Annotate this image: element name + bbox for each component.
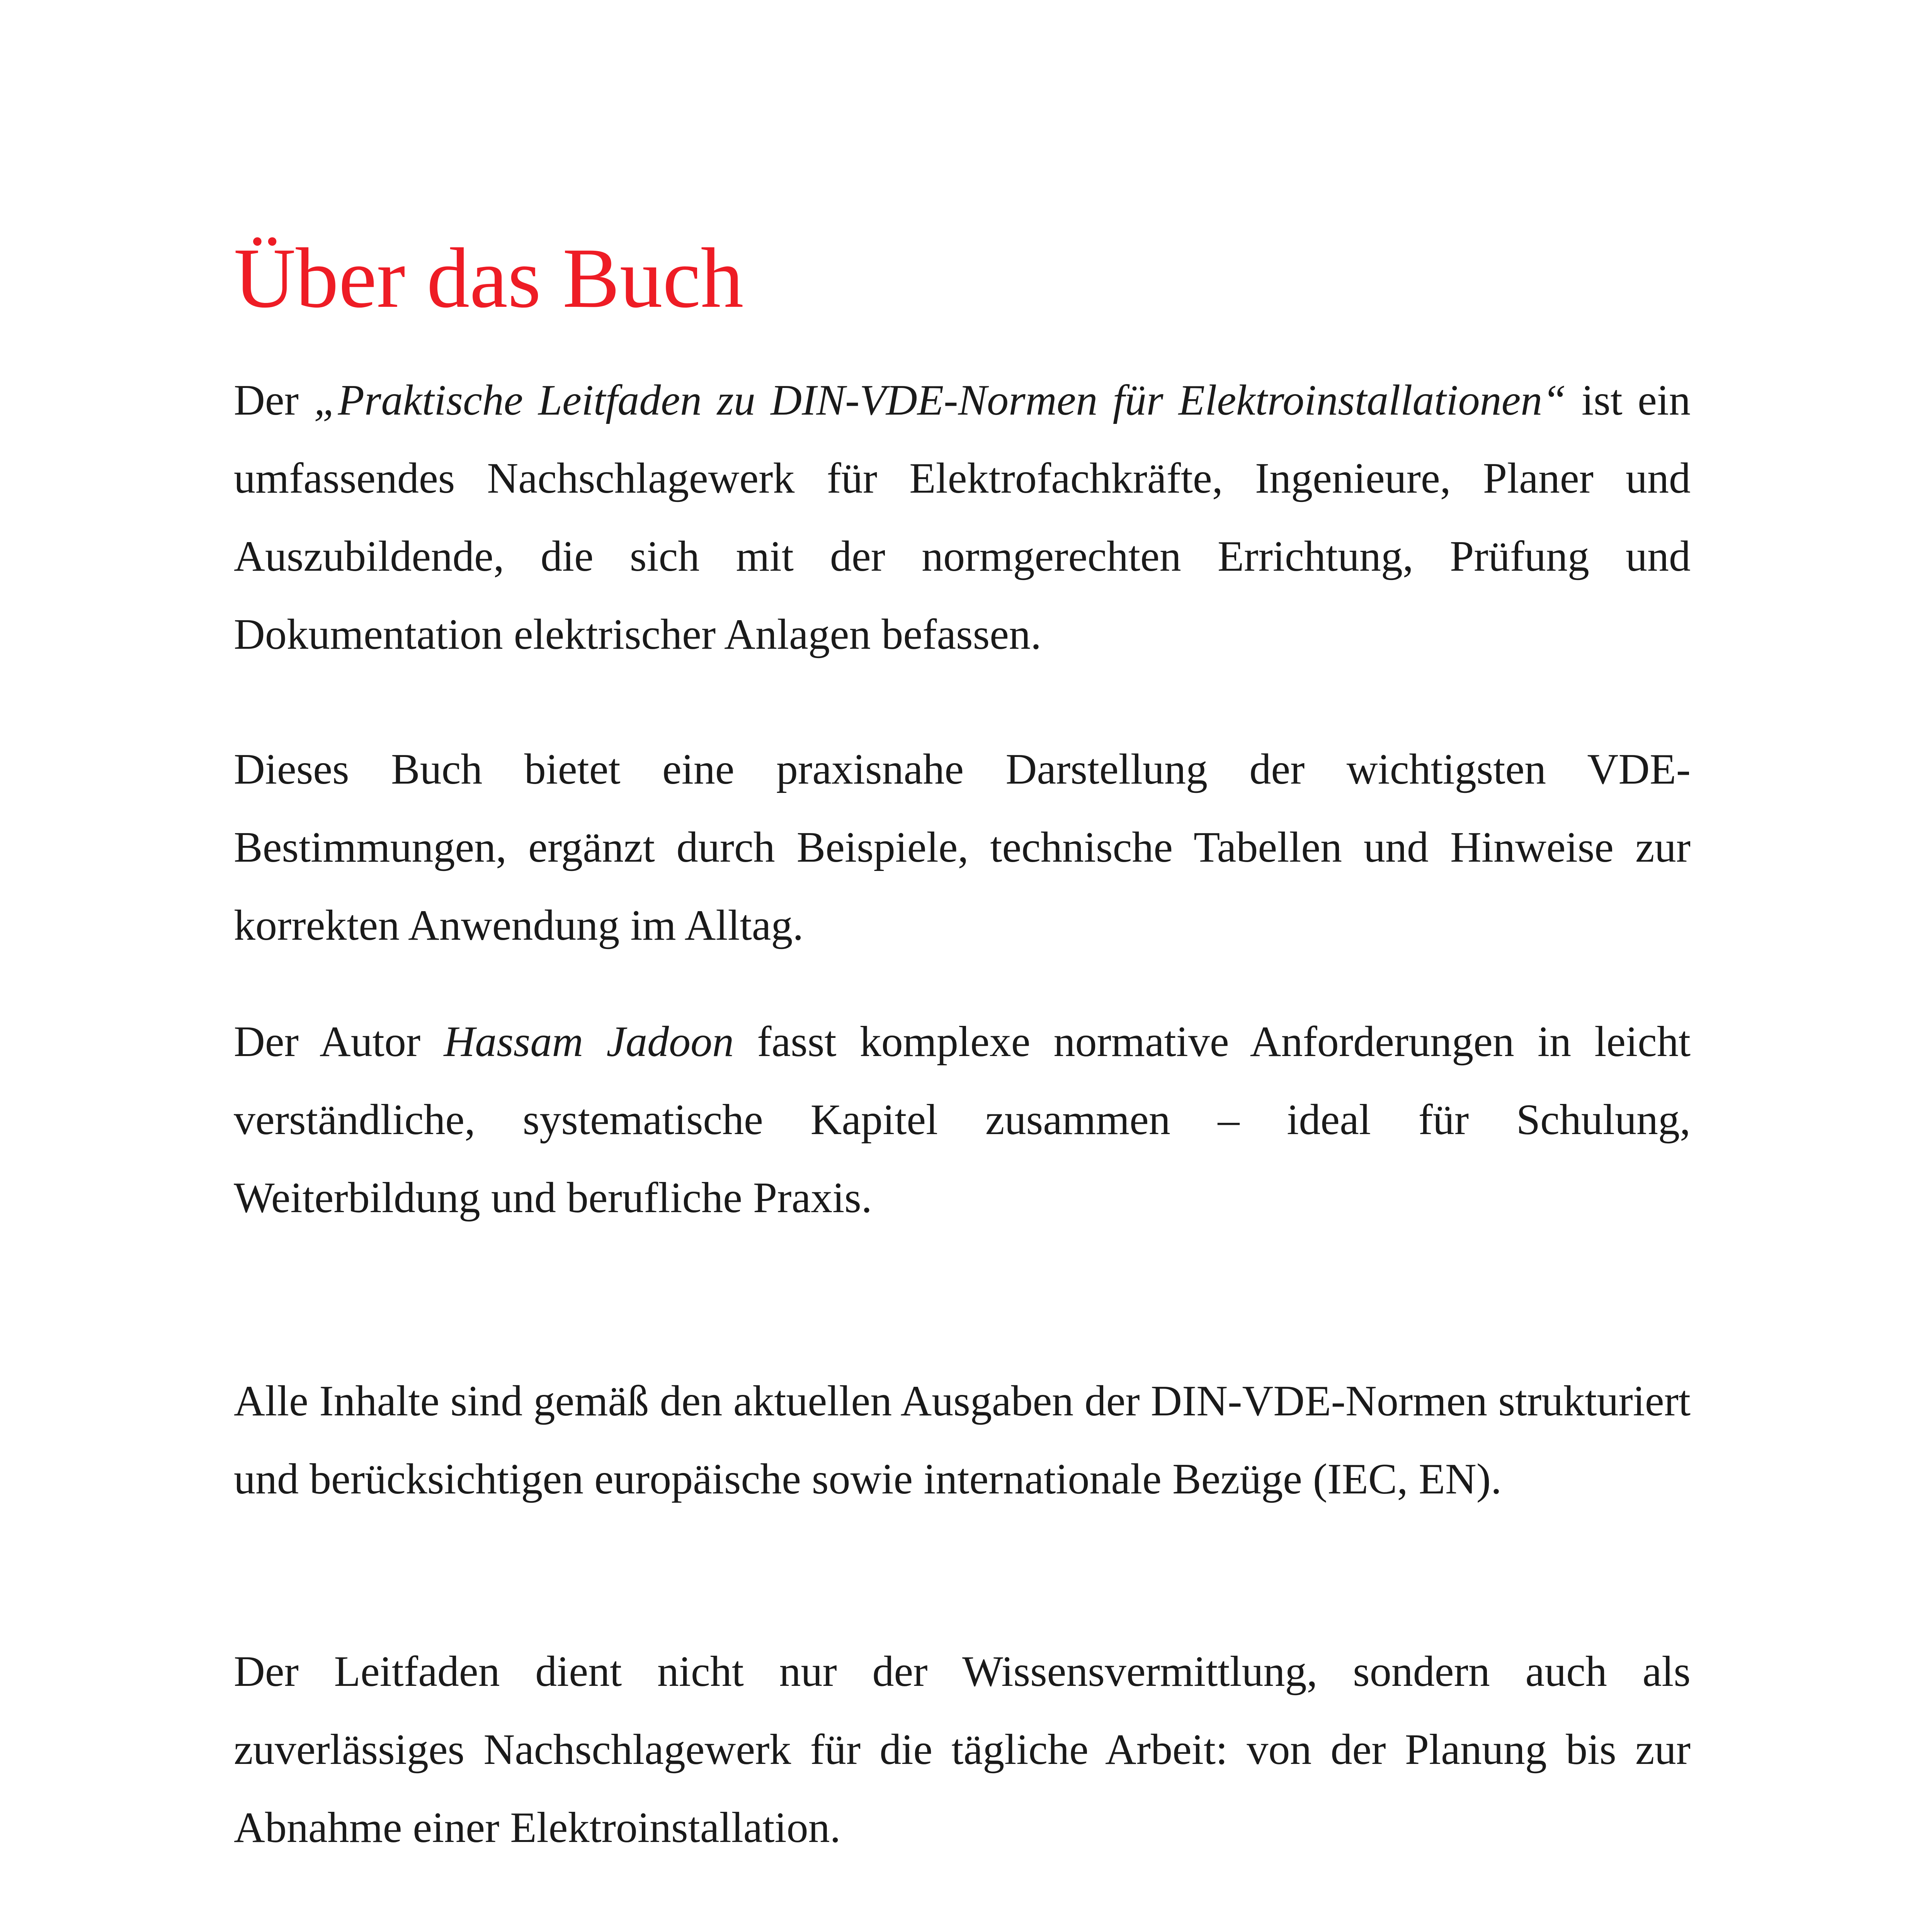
author-name-italic: Hassam Jadoon — [444, 1018, 734, 1066]
purpose-paragraph: Der Leitfaden dient nicht nur der Wissensvermittlung, sondern auch als zuverlässiges Nachschlagewerk für die tägliche Arbeit: von der Planung bis zur Abnahme einer Elektroinstallation. — [234, 1648, 1691, 1852]
intro-paragraph-lead: Der — [234, 376, 314, 424]
page-title: Über das Buch — [234, 231, 744, 326]
author-paragraph-rest: fasst komplexe normative Anforderungen in leicht verständliche, systematische Kapitel zusammen – ideal für Schulung, Weiterbildung und berufliche Praxis. — [234, 1018, 1691, 1222]
overview-paragraph: Dieses Buch bietet eine praxisnahe Darstellung der wichtigsten VDE-Bestimmungen, ergänzt durch Beispiele, technische Tabellen und Hinweise zur korrekten Anwendung im Alltag. — [234, 745, 1691, 949]
standards-paragraph: Alle Inhalte sind gemäß den aktuellen Ausgaben der DIN-VDE-Normen strukturiert und berücksichtigen europäische sowie internationale Bezüge (IEC, EN). — [234, 1377, 1691, 1503]
intro-paragraph — [234, 361, 1691, 673]
book-title-italic: „Praktische Leitfaden zu DIN-VDE-Normen für Elektroinstallationen“ — [314, 376, 1567, 424]
author-paragraph — [234, 1003, 1691, 1237]
intro-paragraph-rest: ist ein umfassendes Nachschlagewerk für Elektrofachkräfte, Ingenieure, Planer und Auszubildende, die sich mit der normgerechten Errichtung, Prüfung und Dokumentation elektrischer Anlagen befassen. — [234, 376, 1691, 658]
author-paragraph-lead: Der Autor — [234, 1018, 444, 1066]
